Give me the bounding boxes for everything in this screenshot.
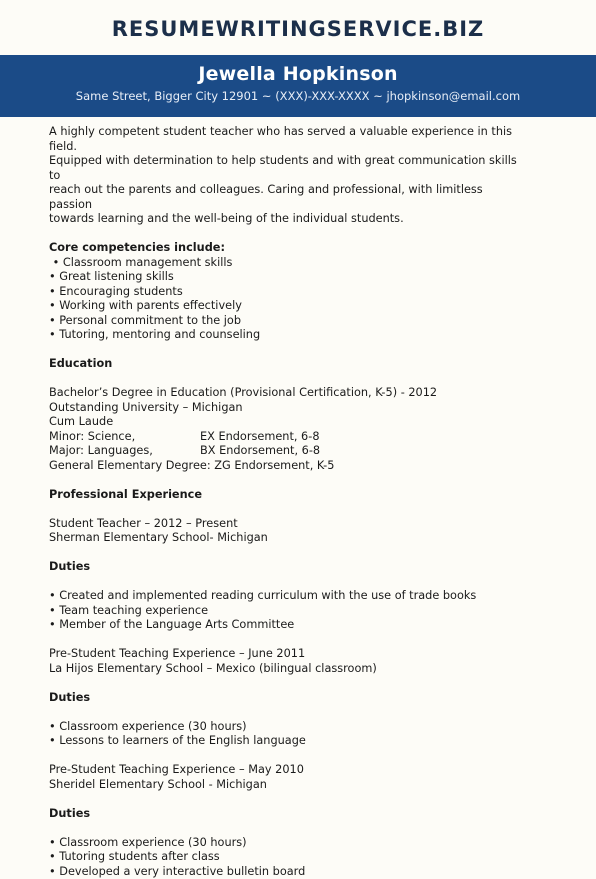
honors: Cum Laude <box>49 415 529 430</box>
major-row <box>49 444 529 459</box>
candidate-name: Jewella Hopkinson <box>0 63 596 85</box>
duties-heading: Duties <box>49 691 529 706</box>
job-school: Sherman Elementary School- Michigan <box>49 531 529 546</box>
experience-heading: Professional Experience <box>49 488 529 503</box>
duty-item: • Classroom experience (30 hours) <box>49 836 529 851</box>
minor: Minor: Science, <box>49 430 200 445</box>
summary-line: A highly competent student teacher who has served a valuable experience in this field. <box>49 125 529 154</box>
job-entry <box>49 647 529 749</box>
summary-line: towards learning and the well-being of the individual students. <box>49 212 529 227</box>
job-school: Sheridel Elementary School - Michigan <box>49 778 529 793</box>
job-entry <box>49 517 529 633</box>
duty-item: • Lessons to learners of the English language <box>49 734 529 749</box>
site-brand: RESUMEWRITINGSERVICE.BIZ <box>0 17 596 41</box>
contact-line: Same Street, Bigger City 12901 ~ (XXX)-XXX-XXXX ~ jhopkinson@email.com <box>0 89 596 103</box>
competencies-heading: Core competencies include: <box>49 241 529 256</box>
duties-heading: Duties <box>49 560 529 575</box>
list-item: • Classroom management skills <box>49 256 529 271</box>
degree: Bachelor’s Degree in Education (Provisional Certification, K-5) - 2012 <box>49 386 529 401</box>
list-item: • Working with parents effectively <box>49 299 529 314</box>
general-degree: General Elementary Degree: ZG Endorsement, K-5 <box>49 459 529 474</box>
job-title: Pre-Student Teaching Experience – May 2010 <box>49 763 529 778</box>
summary-line: reach out the parents and colleagues. Caring and professional, with limitless passion <box>49 183 529 212</box>
duty-item: • Classroom experience (30 hours) <box>49 720 529 735</box>
minor-row <box>49 430 529 445</box>
experience-section <box>49 488 529 879</box>
list-item: • Tutoring, mentoring and counseling <box>49 328 529 343</box>
minor-endorsement: EX Endorsement, 6-8 <box>200 430 320 445</box>
duty-item: • Created and implemented reading curriculum with the use of trade books <box>49 589 529 604</box>
list-item: • Great listening skills <box>49 270 529 285</box>
summary-line: Equipped with determination to help students and with great communication skills to <box>49 154 529 183</box>
competencies-section <box>49 241 529 343</box>
major-endorsement: BX Endorsement, 6-8 <box>200 444 320 459</box>
education-section <box>49 357 529 473</box>
duty-item: • Member of the Language Arts Committee <box>49 618 529 633</box>
resume-body <box>49 125 529 879</box>
list-item: • Encouraging students <box>49 285 529 300</box>
job-title: Pre-Student Teaching Experience – June 2011 <box>49 647 529 662</box>
duty-item: • Developed a very interactive bulletin board <box>49 865 529 879</box>
header-banner <box>0 55 596 117</box>
job-school: La Hijos Elementary School – Mexico (bilingual classroom) <box>49 662 529 677</box>
job-title: Student Teacher – 2012 – Present <box>49 517 529 532</box>
duty-item: • Team teaching experience <box>49 604 529 619</box>
duties-heading: Duties <box>49 807 529 822</box>
education-heading: Education <box>49 357 529 372</box>
duty-item: • Tutoring students after class <box>49 850 529 865</box>
major: Major: Languages, <box>49 444 200 459</box>
university: Outstanding University – Michigan <box>49 401 529 416</box>
summary <box>49 125 529 227</box>
list-item: • Personal commitment to the job <box>49 314 529 329</box>
job-entry <box>49 763 529 879</box>
